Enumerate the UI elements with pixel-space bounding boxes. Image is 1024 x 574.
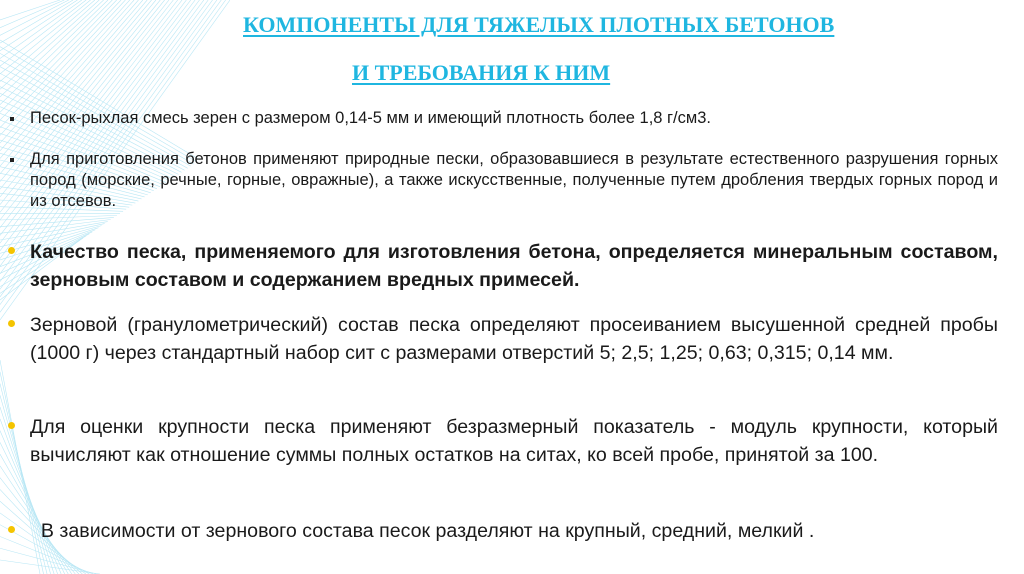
bullet-text-1: Песок-рыхлая смесь зерен с размером 0,14-5 мм и имеющий плотность более 1,8 г/см3. [30, 109, 711, 127]
mesh-line [0, 0, 86, 66]
bullet-item-4 [8, 311, 998, 367]
mesh-line [0, 0, 73, 43]
mesh-line [0, 548, 96, 574]
mesh-line [0, 0, 112, 112]
mesh-line [0, 0, 117, 120]
mesh-line [0, 0, 138, 158]
mesh-line [0, 215, 117, 220]
dot-bullet-icon [8, 422, 15, 429]
mesh-line [0, 0, 95, 82]
mesh-line [0, 0, 60, 20]
bullet-item-1 [8, 108, 998, 129]
dot-bullet-icon [8, 320, 15, 327]
mesh-line [0, 40, 200, 160]
mesh-line [0, 560, 100, 574]
mesh-line [0, 0, 99, 89]
bullet-item-5 [8, 413, 998, 469]
mesh-line [0, 0, 143, 166]
bullet-text-2: Для приготовления бетонов применяют природные пески, образовавшиеся в результате естественного разрушения горных пород (морские, речные, горные, овражные), а также искусственные, полученные путем дробления твердых горных пород и из отсевов. [30, 150, 998, 210]
slide-title-line-2: И ТРЕБОВАНИЯ К НИМ [352, 60, 611, 85]
mesh-line [0, 0, 64, 28]
bullet-text-3: Качество песка, применяемого для изготовления бетона, определяется минеральным составом, зерновым составом и содержанием вредных примесей. [30, 241, 998, 291]
mesh-line [0, 0, 82, 58]
mesh-line [0, 0, 91, 74]
dot-bullet-icon [8, 526, 15, 533]
square-bullet-icon [10, 117, 14, 121]
bullet-item-6 [8, 517, 998, 545]
mesh-line [0, 47, 197, 162]
mesh-line [0, 0, 147, 174]
mesh-line [0, 219, 111, 233]
bullet-text-4: Зерновой (гранулометрический) состав песка определяют просеиванием высушенной средней пробы (1000 г) через стандартный набор сит с размерами отверстий 5; 2,5; 1,25; 0,63; 0,315; 0,14 мм. [30, 314, 998, 364]
mesh-line [0, 454, 68, 574]
dot-bullet-icon [8, 247, 15, 254]
mesh-line [0, 0, 204, 274]
bullet-text-6: В зависимости от зернового состава песок разделяют на крупный, средний, мелкий . [30, 520, 815, 542]
slide-title-line-1: КОМПОНЕНТЫ ДЛЯ ТЯЖЕЛЫХ ПЛОТНЫХ БЕТОНОВ [243, 12, 835, 37]
mesh-line [0, 0, 108, 105]
bullet-item-3 [8, 238, 998, 294]
mesh-line [0, 0, 195, 258]
square-bullet-icon [10, 158, 14, 162]
mesh-line [0, 0, 104, 97]
mesh-line [0, 217, 114, 226]
bullet-item-2 [8, 149, 998, 212]
mesh-line [0, 0, 199, 266]
mesh-line [0, 0, 77, 51]
bullet-text-5: Для оценки крупности песка применяют безразмерный показатель - модуль крупности, который вычисляют как отношение суммы полных остатков на ситах, ко всей пробе, принятой за 100. [30, 416, 998, 466]
mesh-line [0, 0, 69, 35]
